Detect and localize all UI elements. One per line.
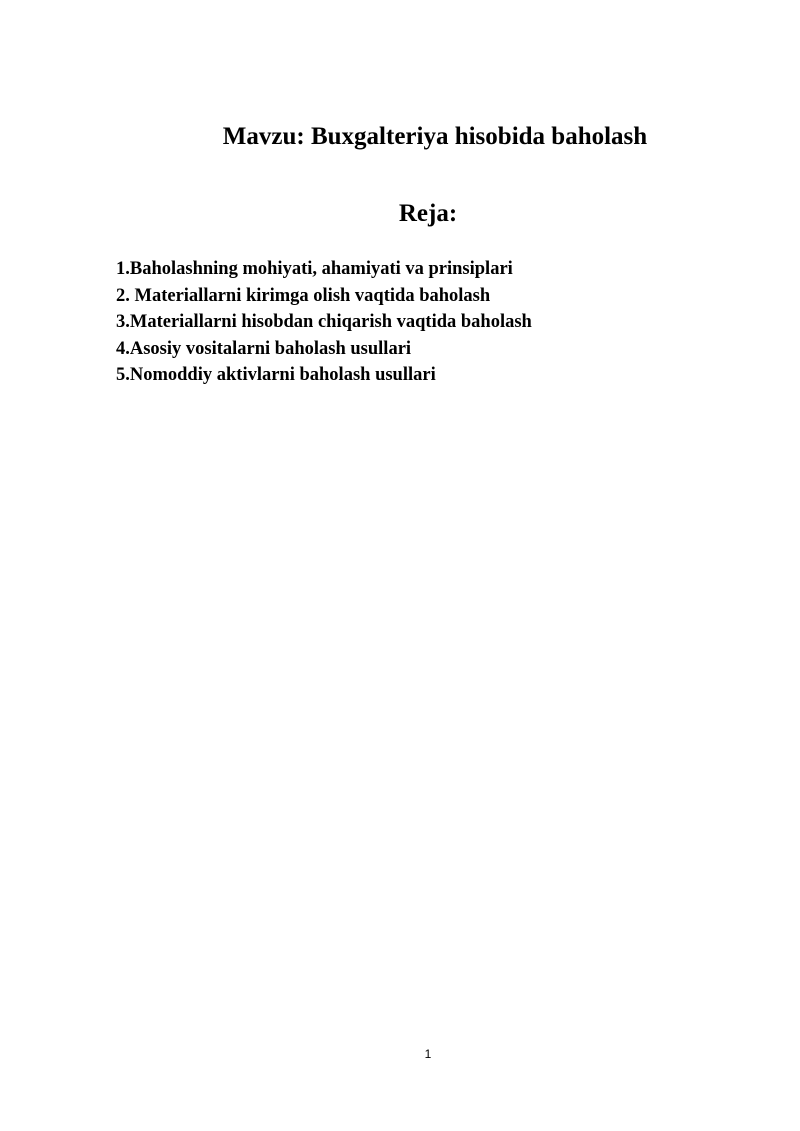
plan-item: 1.Baholashning mohiyati, ahamiyati va prinsiplari — [116, 259, 513, 279]
plan-item: 4.Asosiy vositalarni baholash usullari — [116, 338, 412, 359]
plan-item: 3.Materiallarni hisobdan chiqarish vaqtida baholash — [116, 312, 532, 332]
document-title: Mavzu: Buxgalteriya hisobida baholash — [222, 123, 648, 150]
plan-item: 5.Nomoddiy aktivlarni baholash usullari — [116, 365, 436, 385]
plan-item: 2. Materiallarni kirimga olish vaqtida baholash — [116, 285, 491, 306]
plan-list — [116, 256, 532, 389]
page-number: 1 — [424, 1047, 432, 1061]
plan-heading: Reja: — [398, 200, 458, 227]
